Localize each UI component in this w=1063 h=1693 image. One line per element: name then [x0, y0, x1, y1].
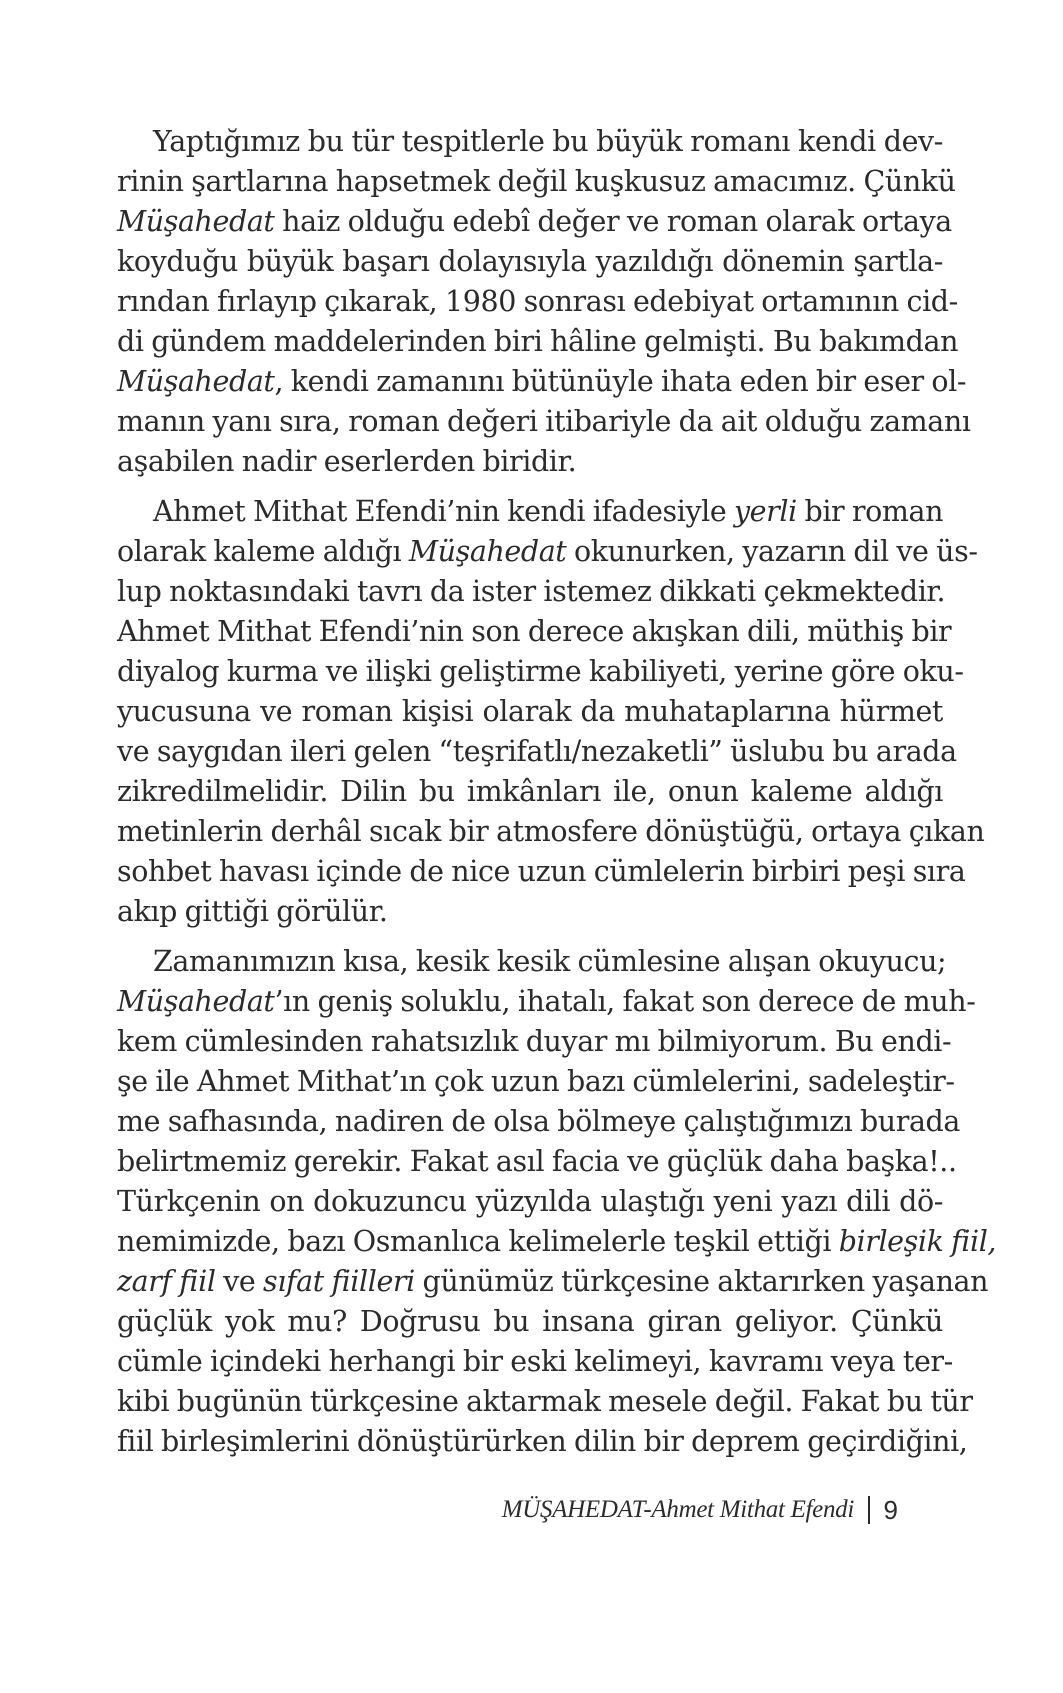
text-segment: akıp gittiği görülür. — [117, 895, 388, 928]
text-line — [117, 612, 952, 652]
text-line — [117, 162, 956, 202]
text-segment: sohbet havası içinde de nice uzun cümlelerin birbiri peşi sıra — [117, 855, 966, 888]
text-segment: di gündem maddelerinden biri hâline gelmişti. Bu bakımdan — [117, 325, 959, 358]
text-segment: me safhasında, nadiren de olsa bölmeye çalıştığımızı burada — [117, 1105, 960, 1138]
text-line — [117, 572, 946, 612]
text-line — [117, 1302, 943, 1342]
text-line — [117, 772, 943, 812]
text-segment: ve saygıdan ileri gelen “teşrifatlı/nezaketli” üslubu bu arada — [117, 735, 957, 768]
italic-text: zarf fiil — [117, 1265, 216, 1298]
text-line — [117, 1142, 957, 1182]
paragraph — [117, 492, 985, 932]
text-line — [117, 282, 958, 322]
text-line — [117, 1422, 968, 1462]
paragraph — [117, 122, 971, 482]
text-segment: , kendi zamanını bütünüyle ihata eden bir eser ol- — [274, 365, 967, 398]
text-segment: fiil birleşimlerini dönüştürürken dilin bir deprem geçirdiğini, — [117, 1425, 968, 1458]
text-segment: kem cümlesinden rahatsızlık duyar mı bilmiyorum. Bu endi- — [117, 1025, 952, 1058]
text-line — [117, 1342, 953, 1382]
text-line — [117, 1262, 989, 1302]
text-segment: haiz olduğu edebî değer ve roman olarak ortaya — [274, 205, 952, 238]
text-segment: Ahmet Mithat Efendi’nin kendi ifadesiyle — [153, 495, 734, 528]
text-segment: Yaptığımız bu tür tespitlerle bu büyük romanı kendi dev- — [153, 125, 943, 158]
text-line — [117, 652, 964, 692]
text-segment: kibi bugünün türkçesine aktarmak mesele değil. Fakat bu tür — [117, 1385, 973, 1418]
text-segment: zikredilmelidir. Dilin bu imkânları ile, onun kaleme aldığı — [117, 775, 943, 808]
text-line — [117, 532, 978, 572]
text-line — [117, 322, 959, 362]
text-segment: diyalog kurma ve ilişki geliştirme kabiliyeti, yerine göre oku- — [117, 655, 964, 688]
paragraph — [117, 942, 997, 1462]
text-line — [117, 852, 966, 892]
text-line — [117, 202, 952, 242]
text-segment: yucusuna ve roman kişisi olarak da muhataplarına hürmet — [117, 695, 943, 728]
text-segment: koyduğu büyük başarı dolayısıyla yazıldığı dönemin şartla- — [117, 245, 943, 278]
text-line — [117, 692, 943, 732]
text-segment: rinin şartlarına hapsetmek değil kuşkusuz amacımız. Çünkü — [117, 165, 956, 198]
text-line — [117, 492, 943, 532]
text-line — [117, 1022, 952, 1062]
text-line — [117, 442, 943, 482]
text-line — [117, 1382, 973, 1422]
italic-text: Müşahedat — [117, 205, 275, 238]
text-segment: cümle içindeki herhangi bir eski kelimeyi, kavramı veya ter- — [117, 1345, 953, 1378]
text-segment: olarak kaleme aldığı — [117, 535, 409, 568]
text-line — [117, 122, 943, 162]
text-segment: şe ile Ahmet Mithat’ın çok uzun bazı cümlelerini, sadeleştir- — [117, 1065, 955, 1098]
text-line — [117, 982, 976, 1022]
italic-text: Müşahedat — [408, 535, 567, 568]
text-line — [117, 812, 985, 852]
text-line — [117, 402, 971, 442]
page-footer — [502, 1493, 898, 1527]
text-line — [117, 732, 957, 772]
body-text — [117, 122, 997, 1472]
running-title: MÜŞAHEDAT-Ahmet Mithat Efendi — [501, 1496, 855, 1523]
text-segment: belirtmemiz gerekir. Fakat asıl facia ve güçlük daha başka!.. — [117, 1145, 957, 1178]
italic-text: yerli — [733, 495, 797, 528]
text-segment: metinlerin derhâl sıcak bir atmosfere dönüştüğü, ortaya çıkan — [117, 815, 985, 848]
text-line — [117, 1062, 955, 1102]
text-line — [117, 242, 943, 282]
text-segment: Türkçenin on dokuzuncu yüzyılda ulaştığı yeni yazı dili dö- — [117, 1185, 943, 1218]
text-segment: Ahmet Mithat Efendi’nin son derece akışkan dili, müthiş bir — [117, 615, 952, 648]
text-segment: günümüz türkçesine aktarırken yaşanan — [414, 1265, 989, 1298]
text-segment: ’ın geniş soluklu, ihatalı, fakat son derece de muh- — [274, 985, 976, 1018]
text-segment: nemimizde, bazı Osmanlıca kelimelerle teşkil ettiği — [117, 1225, 839, 1258]
text-segment: okunurken, yazarın dil ve üs- — [566, 535, 978, 568]
footer-separator — [868, 1496, 870, 1524]
text-segment: aşabilen nadir eserlerden biridir. — [117, 445, 577, 478]
text-line — [117, 892, 943, 932]
text-line — [117, 1102, 960, 1142]
text-line — [117, 1222, 997, 1262]
text-segment: rından fırlayıp çıkarak, 1980 sonrası edebiyat ortamının cid- — [117, 285, 958, 318]
text-segment: bir roman — [796, 495, 944, 528]
italic-text: birleşik fiil, — [838, 1225, 997, 1258]
text-segment: Zamanımızın kısa, kesik kesik cümlesine alışan okuyucu; — [153, 945, 947, 978]
italic-text: Müşahedat — [117, 985, 275, 1018]
italic-text: sıfat fiilleri — [263, 1265, 415, 1298]
text-segment: manın yanı sıra, roman değeri itibariyle da ait olduğu zamanı — [117, 405, 971, 438]
page-number: 9 — [883, 1494, 898, 1525]
text-line — [117, 1182, 943, 1222]
text-segment: lup noktasındaki tavrı da ister istemez dikkati çekmektedir. — [117, 575, 946, 608]
text-segment: güçlük yok mu? Doğrusu bu insana giran geliyor. Çünkü — [117, 1305, 943, 1338]
text-line — [117, 942, 947, 982]
text-segment: ve — [215, 1265, 264, 1298]
italic-text: Müşahedat — [117, 365, 275, 398]
text-line — [117, 362, 967, 402]
